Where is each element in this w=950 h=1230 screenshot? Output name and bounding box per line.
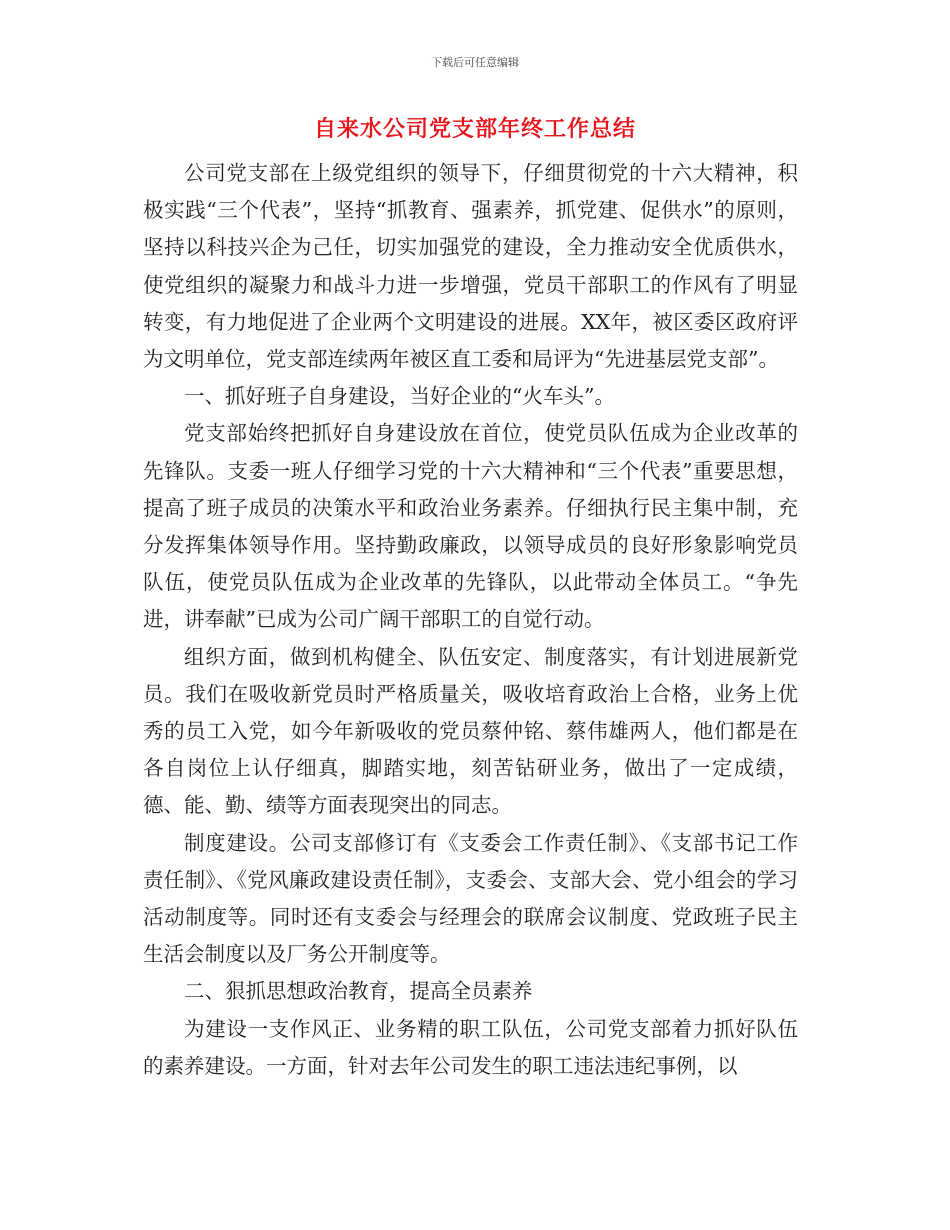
paragraph-self-building: 党支部始终把抓好自身建设放在首位，使党员队伍成为企业改革的先锋队。支委一班人仔细学习党的十六大精神和“三个代表”重要思想，提高了班子成员的决策水平和政治业务素养。仔细执行民主集中制，充分发挥集体领导作用。坚持勤政廉政，以领导成员的良好形象影响党员队伍，使党员队伍成为企业改革的先锋队，以此带动全体员工。“争先进，讲奉献”已成为公司广阔干部职工的自觉行动。 (143, 421, 798, 632)
paragraph-organization: 组织方面，做到机构健全、队伍安定、制度落实，有计划进展新党员。我们在吸收新党员时严格质量关，吸收培育政治上合格，业务上优秀的员工入党，如今年新吸收的党员蔡仲铭、蔡伟雄两人，他们都是在各自岗位上认仔细真，脚踏实地，刻苦钻研业务，做出了一定成绩，德、能、勤、绩等方面表现突出的同志。 (143, 644, 798, 818)
header-note: 下载后可任意编辑 (431, 56, 519, 69)
paragraph-intro: 公司党支部在上级党组织的领导下，仔细贯彻党的十六大精神，积极实践“三个代表”，坚持“抓教育、强素养，抓党建、促供水”的原则，坚持以科技兴企为己任，切实加强党的建设，全力推动安全优质供水，使党组织的凝聚力和战斗力进一步增强，党员干部职工的作风有了明显转变，有力地促进了企业两个文明建设的进展。XX年，被区委区政府评为文明单位，党支部连续两年被区直工委和局评为“先进基层党支部”。 (143, 161, 798, 372)
document-body (143, 155, 798, 1085)
section-heading-2: 二、狠抓思想政治教育，提高全员素养 (184, 979, 533, 1004)
document-title: 自来水公司党支部年终工作总结 (313, 117, 636, 142)
paragraph-education: 为建设一支作风正、业务精的职工队伍，公司党支部着力抓好队伍的素养建设。一方面，针对去年公司发生的职工违法违纪事例，以 (143, 1016, 798, 1078)
paragraph-system-building: 制度建设。公司支部修订有《支委会工作责任制》、《支部书记工作责任制》、《党风廉政建设责任制》，支委会、支部大会、党小组会的学习活动制度等。同时还有支委会与经理会的联席会议制度、党政班子民主生活会制度以及厂务公开制度等。 (143, 830, 798, 967)
section-heading-1: 一、抓好班子自身建设，当好企业的“火车头”。 (184, 384, 615, 409)
